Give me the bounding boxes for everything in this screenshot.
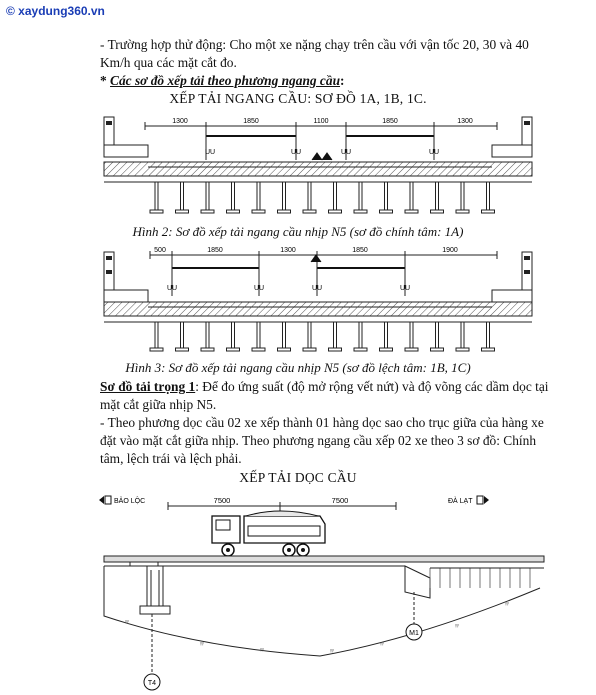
girder — [436, 182, 439, 210]
dim-label: 1900 — [442, 247, 458, 254]
girder-flange — [150, 348, 163, 351]
girder — [410, 182, 413, 210]
dim-label: 1300 — [457, 118, 473, 125]
girder — [487, 182, 490, 210]
girder-flange — [329, 348, 342, 351]
girder-flange — [201, 348, 214, 351]
cross-section-diagram-2 — [0, 240, 596, 355]
girder-flange — [405, 210, 418, 213]
girder — [359, 182, 362, 210]
girder-flange — [150, 210, 163, 213]
direction-label-left: BẢO LỘC — [114, 498, 146, 505]
cross-section-diagram-1 — [0, 112, 596, 222]
dim-label: 1850 — [382, 118, 398, 125]
longitudinal-diagram — [0, 488, 596, 695]
wheel-label: UU — [340, 149, 352, 156]
svg-text:ᵞᵞ: ᵞᵞ — [380, 642, 384, 648]
girder-flange — [354, 348, 367, 351]
paragraph-line: tâm, lệch trái và lệch phải. — [100, 451, 242, 466]
paragraph-line: mặt cắt giữa nhịp N5. — [100, 397, 217, 412]
heading-title: Các sơ đồ xếp tải theo phương ngang cầu — [110, 73, 341, 88]
girder-flange — [176, 210, 189, 213]
dim-label: 1300 — [172, 118, 188, 125]
figure-caption: Hình 3: Sơ đồ xếp tải ngang cầu nhịp N5 (sơ đồ lệch tâm: 1B, 1C) — [125, 360, 471, 375]
dim-label: 1850 — [352, 247, 368, 254]
paragraph-line: - Trường hợp thử động: Cho một xe nặng chạy trên cầu với vận tốc 20, 30 và 40 — [100, 37, 529, 52]
girder-flange — [405, 348, 418, 351]
girder — [181, 322, 184, 348]
girder — [283, 322, 286, 348]
girder — [334, 322, 337, 348]
girder-flange — [227, 210, 240, 213]
girder-flange — [456, 348, 469, 351]
girder-flange — [482, 210, 495, 213]
girder-flange — [303, 348, 316, 351]
wheel-label: UU — [290, 149, 302, 156]
girder-flange — [252, 210, 265, 213]
wheel-label: UU — [204, 149, 216, 156]
girder-flange — [380, 348, 393, 351]
dim-label: 7500 — [331, 496, 349, 505]
girder — [257, 182, 260, 210]
paragraph-line: Km/h qua các mặt cắt đo. — [100, 55, 237, 70]
girder-flange — [482, 348, 495, 351]
girder-flange — [380, 210, 393, 213]
figure-title: XẾP TẢI DỌC CẦU — [239, 470, 357, 485]
paragraph-line: đặt vào mặt cắt giữa nhịp. Theo phương ngang cầu xếp 02 xe theo 3 sơ đồ: Chính — [100, 433, 537, 448]
girder-flange — [431, 210, 444, 213]
pier-label: T4 — [147, 680, 157, 687]
svg-text:ᵞᵞ: ᵞᵞ — [505, 602, 509, 608]
girder — [308, 322, 311, 348]
girder — [181, 182, 184, 210]
wheel-label: UU — [311, 285, 323, 292]
load-case-text: : Để đo ứng suất (độ mở rộng vết nứt) và độ võng các dầm dọc tại — [195, 379, 549, 394]
girder — [461, 322, 464, 348]
heading-suffix: : — [340, 73, 345, 88]
abutment-label: M1 — [409, 630, 419, 637]
dim-label: 1300 — [280, 247, 296, 254]
svg-text:ᵞᵞ: ᵞᵞ — [455, 624, 459, 630]
girder — [385, 182, 388, 210]
wheel-label: UU — [428, 149, 440, 156]
dim-label: 1100 — [313, 118, 329, 125]
svg-text:ᵞᵞ: ᵞᵞ — [125, 620, 129, 626]
section-heading — [100, 72, 345, 89]
dim-label: 500 — [154, 247, 166, 254]
watermark: © xaydung360.vn — [6, 4, 105, 18]
girder — [436, 322, 439, 348]
girder — [385, 322, 388, 348]
girder-flange — [176, 348, 189, 351]
paragraph-line: - Theo phương dọc cầu 02 xe xếp thành 01 hàng dọc sao cho trục giữa của hàng xe — [100, 415, 544, 430]
girder — [206, 182, 209, 210]
girder-flange — [227, 348, 240, 351]
girder-flange — [354, 210, 367, 213]
girder — [232, 182, 235, 210]
wheel-label: UU — [253, 285, 265, 292]
girder — [155, 322, 158, 348]
girder — [461, 182, 464, 210]
figure-caption: Hình 2: Sơ đồ xếp tải ngang cầu nhịp N5 (sơ đồ chính tâm: 1A) — [132, 224, 464, 239]
girder-flange — [278, 210, 291, 213]
wheel-label: UU — [166, 285, 178, 292]
dim-label: 1850 — [243, 118, 259, 125]
svg-text:ᵞᵞ: ᵞᵞ — [200, 642, 204, 648]
girder — [206, 322, 209, 348]
girder — [359, 322, 362, 348]
dim-label: 7500 — [213, 496, 231, 505]
girder — [155, 182, 158, 210]
svg-text:ᵞᵞ: ᵞᵞ — [330, 649, 334, 655]
girder-flange — [303, 210, 316, 213]
girder — [487, 322, 490, 348]
wheel-label: UU — [399, 285, 411, 292]
girder — [283, 182, 286, 210]
girder-flange — [278, 348, 291, 351]
girder-flange — [329, 210, 342, 213]
girder-flange — [201, 210, 214, 213]
figure-title: XẾP TẢI NGANG CẦU: SƠ ĐỒ 1A, 1B, 1C. — [169, 91, 427, 106]
dim-label: 1850 — [207, 247, 223, 254]
direction-label-right: ĐÀ LẠT — [448, 498, 473, 505]
load-case-label: Sơ đồ tải trọng 1 — [100, 379, 196, 394]
girder — [308, 182, 311, 210]
heading-prefix: * — [100, 73, 111, 88]
girder-flange — [456, 210, 469, 213]
girder — [410, 322, 413, 348]
svg-text:ᵞᵞ: ᵞᵞ — [260, 648, 264, 654]
girder — [232, 322, 235, 348]
paragraph-line — [100, 378, 549, 395]
girder-flange — [431, 348, 444, 351]
girder — [257, 322, 260, 348]
girder-flange — [252, 348, 265, 351]
girder — [334, 182, 337, 210]
